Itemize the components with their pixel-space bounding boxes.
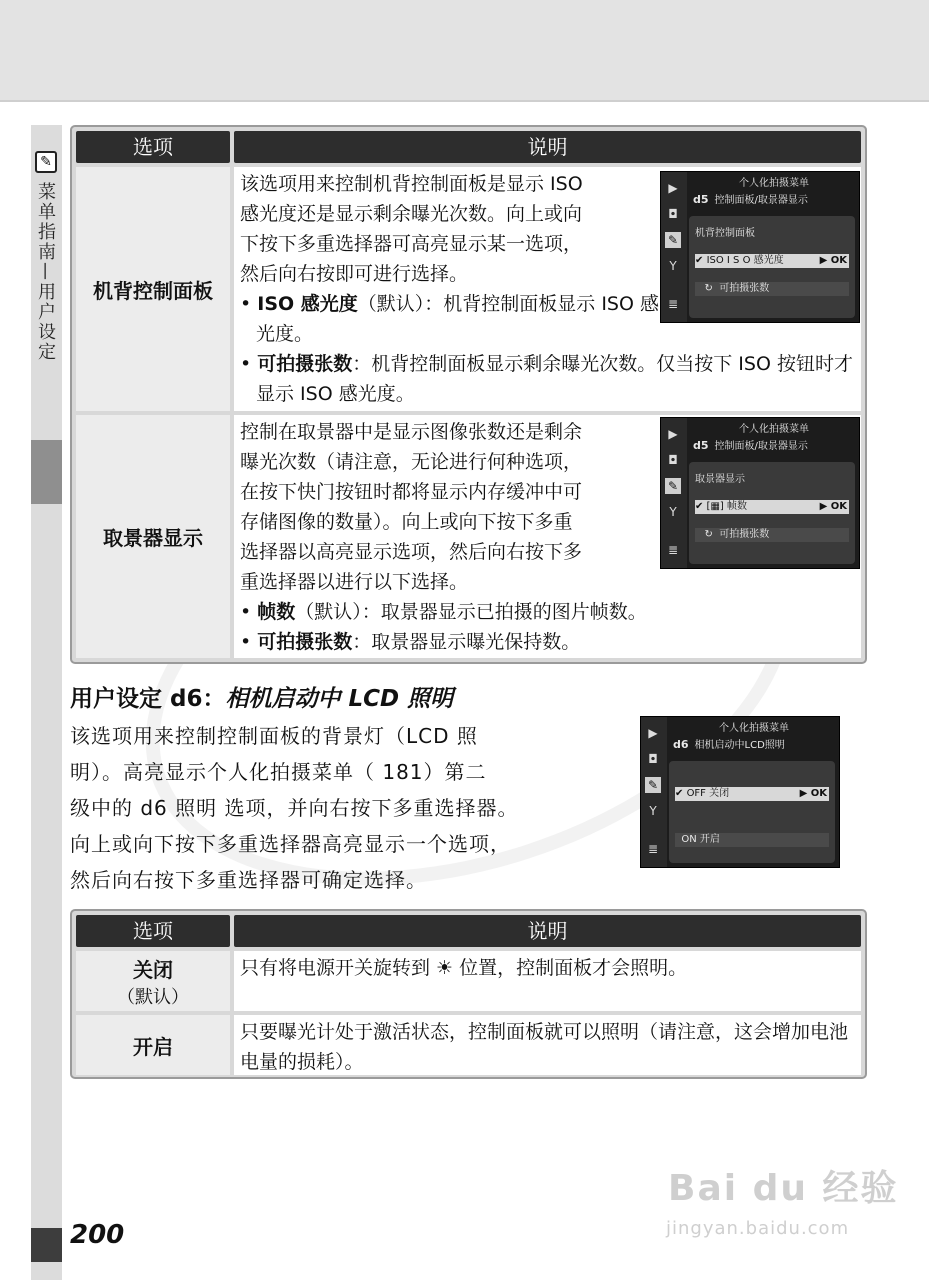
bullet-item: • 可拍摄张数：取景器显示曝光保持数。 — [240, 631, 581, 653]
section-heading: 用户设定 d6：相机启动中 LCD 照明 — [70, 686, 454, 712]
baidu-watermark-url: jingyan.baidu.com — [666, 1218, 850, 1239]
setup-tab-icon: Y — [669, 259, 677, 273]
sidebar-section-marker — [31, 440, 62, 504]
option-label: 机背控制面板 — [93, 278, 213, 303]
desc-line: 存储图像的数量）。向上或向下按下多重 — [240, 511, 573, 533]
option-cell — [76, 415, 230, 658]
menu-item-selected: ✔ ISO I S O 感光度 ▶ OK — [695, 255, 847, 266]
menu-item: ON 开启 — [675, 833, 829, 847]
option-label: 关闭 — [133, 957, 173, 982]
panel-title: 机背控制面板 — [695, 228, 755, 239]
screen-subtitle: d6 相机启动中LCD照明 — [673, 738, 785, 751]
table-header-option: 选项 — [76, 915, 230, 947]
screen-panel — [689, 216, 855, 318]
screen-panel — [669, 761, 835, 863]
camera-tab-icon: ◘ — [648, 752, 658, 766]
pencil-icon: ✎ — [35, 151, 57, 173]
setup-tab-icon: Y — [669, 505, 677, 519]
bullet-term: 帧数 — [257, 601, 296, 623]
bullet-item: • ISO 感光度（默认）：机背控制面板显示 ISO 感光度。 — [240, 293, 659, 345]
camera-tab-icon: ◘ — [668, 453, 678, 467]
custom-settings-tab-icon: ✎ — [665, 478, 681, 494]
desc-line: 下按下多重选择器可高亮显示某一选项， — [240, 233, 583, 255]
desc-line: 在按下快门按钮时都将显示内存缓冲中可 — [240, 481, 583, 503]
screen-panel — [689, 462, 855, 564]
screen-subtitle: d5 控制面板/取景器显示 — [693, 439, 808, 452]
desc-line: 重选择器以进行以下选择。 — [240, 571, 469, 593]
table-header-option: 选项 — [76, 131, 230, 163]
desc-line: 该选项用来控制机背控制面板是显示 ISO — [240, 173, 583, 195]
recent-tab-icon: ≣ — [667, 543, 679, 557]
intro-line: 向上或向下按下多重选择器高亮显示一个选项， — [70, 832, 511, 856]
bullet-text: （默认）：机背控制面板显示 ISO 感光度。 — [256, 293, 659, 345]
custom-settings-tab-icon: ✎ — [665, 232, 681, 248]
desc-text: 只要曝光计处于激活状态，控制面板就可以照明（请注意，这会增加电池电量的损耗）。 — [240, 1021, 849, 1073]
screen-title: 个人化拍摄菜单 — [739, 178, 809, 189]
recent-tab-icon: ≣ — [667, 297, 679, 311]
custom-settings-tab-icon: ✎ — [645, 777, 661, 793]
bullet-text: ：取景器显示曝光保持数。 — [352, 631, 581, 653]
setup-tab-icon: Y — [649, 804, 657, 818]
menu-item: ↻ 可拍摄张数 — [695, 528, 849, 542]
bullet-term: 可拍摄张数 — [257, 631, 353, 653]
bullet-term: 可拍摄张数 — [257, 353, 353, 375]
option-cell — [76, 1015, 230, 1075]
intro-paragraph — [70, 718, 592, 898]
intro-line: 级中的 d6 照明 选项，并向右按下多重选择器。 — [70, 796, 519, 820]
bullet-text: ：机背控制面板显示剩余曝光次数。仅当按下 ISO 按钮时才显示 ISO 感光度。 — [256, 353, 853, 405]
desc-line: 感光度还是显示剩余曝光次数。向上或向 — [240, 203, 583, 225]
option-cell — [76, 167, 230, 411]
menu-item-selected: ✔ [▦] 帧数 ▶ OK — [695, 501, 847, 512]
bullet-term: ISO 感光度 — [257, 293, 358, 315]
option-default-note: （默认） — [117, 986, 189, 1008]
playback-tab-icon: ▶ — [668, 427, 678, 441]
menu-item-selected: ✔ OFF 关闭 ▶ OK — [675, 788, 827, 799]
screen-title: 个人化拍摄菜单 — [739, 424, 809, 435]
desc-line: 控制在取景器中是显示图像张数还是剩余 — [240, 421, 583, 443]
page-number: 200 — [70, 1220, 125, 1250]
bullet-item: • 可拍摄张数：机背控制面板显示剩余曝光次数。仅当按下 ISO 按钮时才显示 ISO 感光度。 — [240, 353, 853, 405]
option-label: 取景器显示 — [103, 526, 203, 550]
bullet-text: （默认）：取景器显示已拍摄的图片帧数。 — [295, 601, 647, 623]
camera-menu-screen — [660, 171, 860, 323]
desc-text: 只有将电源开关旋转到 ☀ 位置，控制面板才会照明。 — [240, 957, 688, 979]
baidu-watermark-logo: Bai du 经验 — [668, 1168, 899, 1209]
recent-tab-icon: ≣ — [647, 842, 659, 856]
sidebar-label: 菜单指南—用户设定 — [35, 182, 56, 362]
desc-line: 然后向右按即可进行选择。 — [240, 263, 469, 285]
description-cell — [234, 1015, 861, 1075]
playback-tab-icon: ▶ — [668, 181, 678, 195]
option-cell — [76, 951, 230, 1011]
table-header-desc: 说明 — [234, 131, 861, 163]
screen-title: 个人化拍摄菜单 — [719, 723, 789, 734]
menu-tabs — [661, 418, 687, 568]
option-table-1 — [70, 125, 867, 664]
option-label: 开启 — [133, 1034, 173, 1059]
bullet-item: • 帧数（默认）：取景器显示已拍摄的图片帧数。 — [240, 601, 647, 623]
table-header-desc: 说明 — [234, 915, 861, 947]
panel-title: 取景器显示 — [695, 474, 745, 485]
menu-item: ↻ 可拍摄张数 — [695, 282, 849, 296]
camera-menu-screen — [640, 716, 840, 868]
intro-line: 该选项用来控制控制面板的背景灯（LCD 照 — [70, 724, 478, 748]
intro-line: 然后向右按下多重选择器可确定选择。 — [70, 868, 427, 892]
top-band — [0, 0, 929, 102]
camera-tab-icon: ◘ — [668, 207, 678, 221]
desc-line: 选择器以高亮显示选项，然后向右按下多 — [240, 541, 583, 563]
intro-line: 明）。高亮显示个人化拍摄菜单（ 181）第二 — [70, 760, 487, 784]
option-table-2 — [70, 909, 867, 1079]
menu-tabs — [641, 717, 667, 867]
camera-menu-screen — [660, 417, 860, 569]
menu-tabs — [661, 172, 687, 322]
sidebar-bottom-marker — [31, 1228, 62, 1262]
screen-subtitle: d5 控制面板/取景器显示 — [693, 193, 808, 206]
description-cell — [234, 951, 861, 1011]
playback-tab-icon: ▶ — [648, 726, 658, 740]
desc-line: 曝光次数（请注意，无论进行何种选项， — [240, 451, 583, 473]
